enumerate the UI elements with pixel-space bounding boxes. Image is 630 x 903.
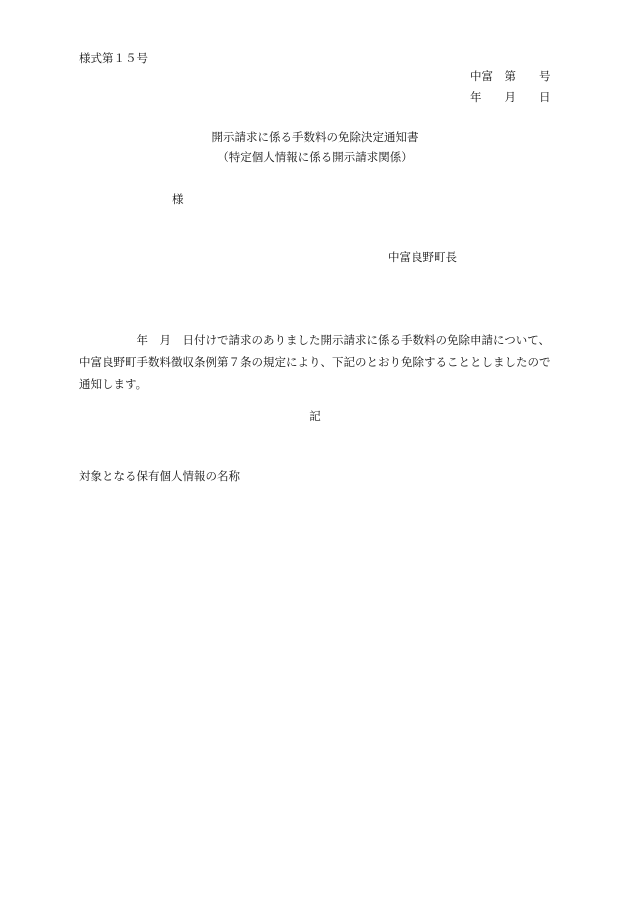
addressee-honorific: 様 <box>172 192 184 206</box>
document-subtitle: （特定個人情報に係る開示請求関係） <box>217 150 413 164</box>
issuer-name: 中富良野町長 <box>388 250 457 264</box>
reference-number: 中富 第 号 <box>470 69 551 83</box>
document-title: 開示請求に係る手数料の免除決定通知書 <box>211 130 419 144</box>
target-info-label: 対象となる保有個人情報の名称 <box>79 469 240 483</box>
notification-body: 年 月 日付けで請求のありました開示請求に係る手数料の免除申請について、中富良野町手数料徴収条例第７条の規定により、下記のとおり免除することとしましたので通知します。 <box>79 333 551 391</box>
form-number: 様式第１５号 <box>79 51 148 65</box>
issue-date: 年 月 日 <box>470 90 551 104</box>
ki-heading: 記 <box>309 409 321 423</box>
